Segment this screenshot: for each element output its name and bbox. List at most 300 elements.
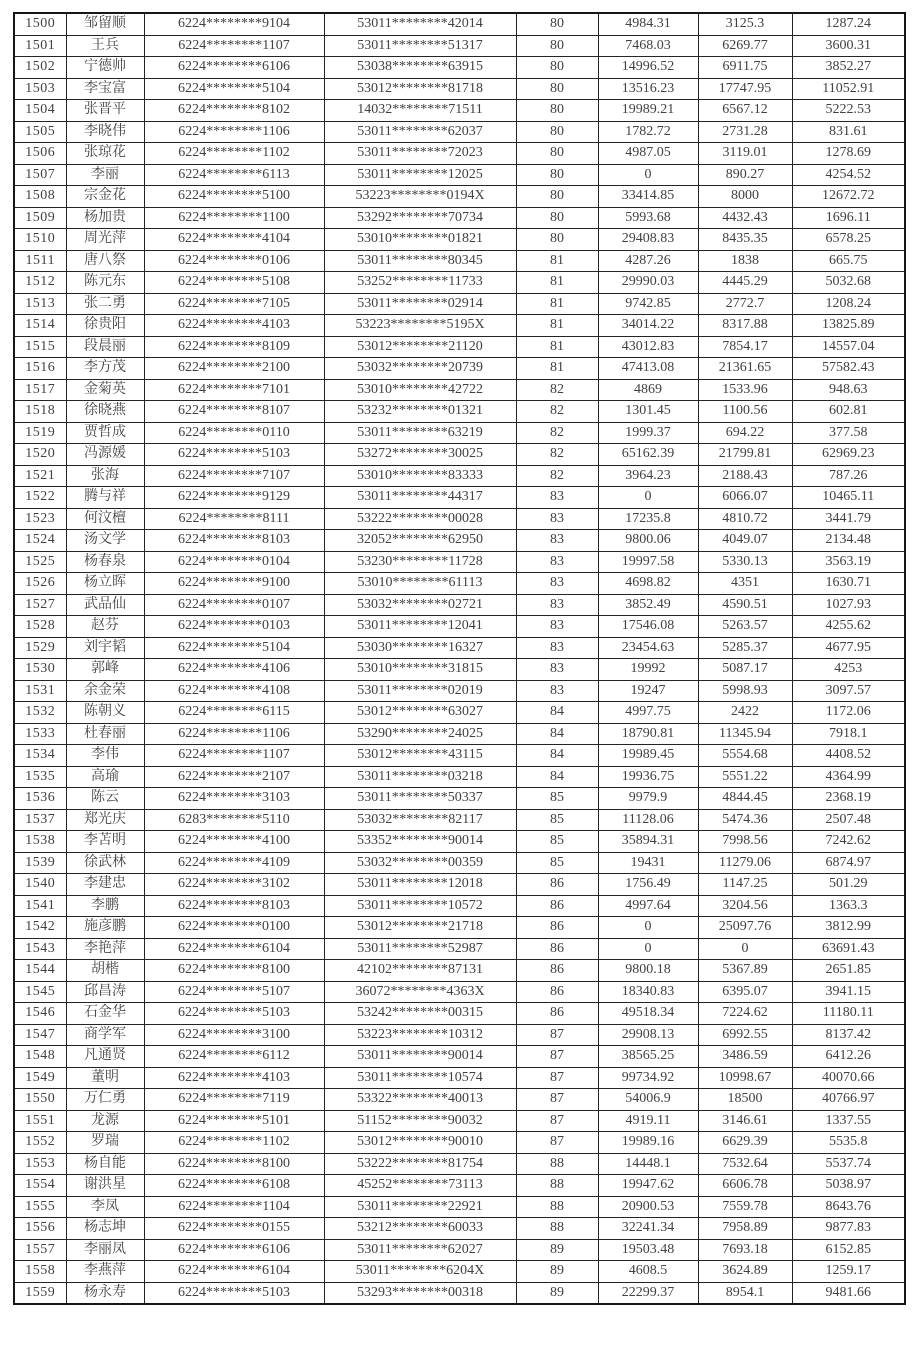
score: 80 [516, 57, 598, 79]
card-number: 6224********4109 [144, 852, 324, 874]
row-number: 1557 [14, 1239, 66, 1261]
table-row [14, 250, 905, 272]
score: 83 [516, 680, 598, 702]
score: 83 [516, 659, 598, 681]
amount-3: 3563.19 [792, 551, 905, 573]
id-number: 53232********01321 [324, 401, 516, 423]
amount-2: 7693.18 [698, 1239, 792, 1261]
id-number: 53012********21718 [324, 917, 516, 939]
amount-2: 7224.62 [698, 1003, 792, 1025]
score: 83 [516, 530, 598, 552]
card-number: 6224********7101 [144, 379, 324, 401]
amount-2: 5087.17 [698, 659, 792, 681]
score: 80 [516, 35, 598, 57]
amount-1: 29990.03 [598, 272, 698, 294]
row-number: 1522 [14, 487, 66, 509]
person-name: 徐晓燕 [66, 401, 144, 423]
card-number: 6224********6115 [144, 702, 324, 724]
person-name: 徐贵阳 [66, 315, 144, 337]
amount-3: 6152.85 [792, 1239, 905, 1261]
person-name: 杨加贵 [66, 207, 144, 229]
id-number: 53011********12041 [324, 616, 516, 638]
row-number: 1521 [14, 465, 66, 487]
amount-1: 11128.06 [598, 809, 698, 831]
id-number: 53012********81718 [324, 78, 516, 100]
amount-2: 7559.78 [698, 1196, 792, 1218]
amount-2: 0 [698, 938, 792, 960]
score: 84 [516, 723, 598, 745]
card-number: 6224********7105 [144, 293, 324, 315]
table-row [14, 594, 905, 616]
table-row [14, 143, 905, 165]
roster-table-body [14, 13, 905, 1304]
table-row [14, 831, 905, 853]
score: 84 [516, 702, 598, 724]
table-row [14, 1067, 905, 1089]
table-row [14, 874, 905, 896]
score: 83 [516, 487, 598, 509]
score: 88 [516, 1153, 598, 1175]
card-number: 6224********0104 [144, 551, 324, 573]
amount-3: 3941.15 [792, 981, 905, 1003]
person-name: 施彦鹏 [66, 917, 144, 939]
amount-1: 1756.49 [598, 874, 698, 896]
id-number: 53223********10312 [324, 1024, 516, 1046]
table-row [14, 917, 905, 939]
id-number: 53272********30025 [324, 444, 516, 466]
person-name: 腾与祥 [66, 487, 144, 509]
amount-2: 8954.1 [698, 1282, 792, 1304]
card-number: 6224********8103 [144, 530, 324, 552]
amount-2: 2731.28 [698, 121, 792, 143]
id-number: 14032********71511 [324, 100, 516, 122]
person-name: 李晓伟 [66, 121, 144, 143]
amount-1: 7468.03 [598, 35, 698, 57]
id-number: 53352********90014 [324, 831, 516, 853]
row-number: 1545 [14, 981, 66, 1003]
table-row [14, 379, 905, 401]
row-number: 1500 [14, 13, 66, 35]
person-name: 李丽 [66, 164, 144, 186]
id-number: 53038********63915 [324, 57, 516, 79]
amount-3: 57582.43 [792, 358, 905, 380]
amount-2: 1147.25 [698, 874, 792, 896]
table-row [14, 960, 905, 982]
amount-3: 2651.85 [792, 960, 905, 982]
amount-2: 3146.61 [698, 1110, 792, 1132]
id-number: 53222********00028 [324, 508, 516, 530]
table-row [14, 465, 905, 487]
amount-3: 5038.97 [792, 1175, 905, 1197]
amount-1: 0 [598, 938, 698, 960]
row-number: 1513 [14, 293, 66, 315]
card-number: 6224********8103 [144, 895, 324, 917]
amount-2: 6992.55 [698, 1024, 792, 1046]
person-name: 张晋平 [66, 100, 144, 122]
id-number: 53011********72023 [324, 143, 516, 165]
amount-2: 1100.56 [698, 401, 792, 423]
amount-3: 63691.43 [792, 938, 905, 960]
table-row [14, 1110, 905, 1132]
card-number: 6224********6113 [144, 164, 324, 186]
amount-1: 9800.06 [598, 530, 698, 552]
id-number: 53230********11728 [324, 551, 516, 573]
id-number: 53032********02721 [324, 594, 516, 616]
row-number: 1541 [14, 895, 66, 917]
card-number: 6224********5107 [144, 981, 324, 1003]
row-number: 1516 [14, 358, 66, 380]
score: 80 [516, 143, 598, 165]
person-name: 陈朝义 [66, 702, 144, 724]
amount-3: 1278.69 [792, 143, 905, 165]
amount-3: 4408.52 [792, 745, 905, 767]
row-number: 1540 [14, 874, 66, 896]
amount-1: 4984.31 [598, 13, 698, 35]
amount-1: 49518.34 [598, 1003, 698, 1025]
score: 89 [516, 1239, 598, 1261]
score: 82 [516, 401, 598, 423]
amount-1: 0 [598, 487, 698, 509]
person-name: 冯源媛 [66, 444, 144, 466]
table-row [14, 1003, 905, 1025]
amount-1: 4997.64 [598, 895, 698, 917]
row-number: 1552 [14, 1132, 66, 1154]
row-number: 1529 [14, 637, 66, 659]
amount-1: 19997.58 [598, 551, 698, 573]
amount-1: 34014.22 [598, 315, 698, 337]
table-row [14, 100, 905, 122]
amount-3: 2368.19 [792, 788, 905, 810]
id-number: 53032********20739 [324, 358, 516, 380]
amount-2: 11279.06 [698, 852, 792, 874]
row-number: 1546 [14, 1003, 66, 1025]
id-number: 53011********02914 [324, 293, 516, 315]
row-number: 1510 [14, 229, 66, 251]
score: 86 [516, 960, 598, 982]
amount-3: 6412.26 [792, 1046, 905, 1068]
person-name: 武品仙 [66, 594, 144, 616]
person-name: 李艳萍 [66, 938, 144, 960]
amount-1: 4287.26 [598, 250, 698, 272]
row-number: 1547 [14, 1024, 66, 1046]
card-number: 6224********8111 [144, 508, 324, 530]
table-row [14, 938, 905, 960]
card-number: 6224********3102 [144, 874, 324, 896]
person-name: 李燕萍 [66, 1261, 144, 1283]
amount-3: 1337.55 [792, 1110, 905, 1132]
score: 86 [516, 917, 598, 939]
row-number: 1531 [14, 680, 66, 702]
table-row [14, 293, 905, 315]
score: 85 [516, 831, 598, 853]
amount-2: 4351 [698, 573, 792, 595]
card-number: 6224********8102 [144, 100, 324, 122]
amount-1: 18340.83 [598, 981, 698, 1003]
card-number: 6224********6112 [144, 1046, 324, 1068]
amount-3: 1027.93 [792, 594, 905, 616]
id-number: 53011********63219 [324, 422, 516, 444]
amount-1: 19936.75 [598, 766, 698, 788]
card-number: 6224********2107 [144, 766, 324, 788]
card-number: 6224********5103 [144, 444, 324, 466]
row-number: 1520 [14, 444, 66, 466]
table-row [14, 1024, 905, 1046]
table-row [14, 401, 905, 423]
row-number: 1537 [14, 809, 66, 831]
row-number: 1550 [14, 1089, 66, 1111]
person-name: 李伟 [66, 745, 144, 767]
table-row [14, 659, 905, 681]
person-name: 徐武林 [66, 852, 144, 874]
amount-1: 35894.31 [598, 831, 698, 853]
amount-1: 9800.18 [598, 960, 698, 982]
card-number: 6224********2100 [144, 358, 324, 380]
score: 80 [516, 121, 598, 143]
row-number: 1536 [14, 788, 66, 810]
card-number: 6224********6106 [144, 1239, 324, 1261]
amount-3: 501.29 [792, 874, 905, 896]
card-number: 6224********0107 [144, 594, 324, 616]
amount-3: 1363.3 [792, 895, 905, 917]
amount-2: 7532.64 [698, 1153, 792, 1175]
amount-1: 17546.08 [598, 616, 698, 638]
amount-1: 1301.45 [598, 401, 698, 423]
table-row [14, 186, 905, 208]
person-name: 石金华 [66, 1003, 144, 1025]
id-number: 53011********22921 [324, 1196, 516, 1218]
person-name: 杨立晖 [66, 573, 144, 595]
id-number: 53011********51317 [324, 35, 516, 57]
row-number: 1542 [14, 917, 66, 939]
amount-2: 6606.78 [698, 1175, 792, 1197]
person-name: 郑光庆 [66, 809, 144, 831]
amount-1: 4608.5 [598, 1261, 698, 1283]
score: 82 [516, 422, 598, 444]
table-row [14, 809, 905, 831]
amount-3: 831.61 [792, 121, 905, 143]
amount-2: 4432.43 [698, 207, 792, 229]
table-row [14, 637, 905, 659]
card-number: 6224********4108 [144, 680, 324, 702]
amount-3: 7242.62 [792, 831, 905, 853]
amount-1: 4987.05 [598, 143, 698, 165]
card-number: 6224********4104 [144, 229, 324, 251]
card-number: 6224********4103 [144, 1067, 324, 1089]
table-row [14, 680, 905, 702]
amount-2: 890.27 [698, 164, 792, 186]
id-number: 53011********12025 [324, 164, 516, 186]
score: 80 [516, 186, 598, 208]
amount-3: 1630.71 [792, 573, 905, 595]
amount-3: 6578.25 [792, 229, 905, 251]
amount-3: 5222.53 [792, 100, 905, 122]
table-row [14, 164, 905, 186]
person-name: 刘宇韬 [66, 637, 144, 659]
score: 80 [516, 78, 598, 100]
row-number: 1535 [14, 766, 66, 788]
person-name: 陈元东 [66, 272, 144, 294]
card-number: 6224********1106 [144, 723, 324, 745]
id-number: 53012********21120 [324, 336, 516, 358]
amount-1: 17235.8 [598, 508, 698, 530]
row-number: 1524 [14, 530, 66, 552]
person-name: 董明 [66, 1067, 144, 1089]
card-number: 6224********4103 [144, 315, 324, 337]
amount-2: 2422 [698, 702, 792, 724]
table-row [14, 1046, 905, 1068]
amount-1: 19992 [598, 659, 698, 681]
amount-1: 4869 [598, 379, 698, 401]
amount-3: 3852.27 [792, 57, 905, 79]
amount-2: 5330.13 [698, 551, 792, 573]
card-number: 6224********3100 [144, 1024, 324, 1046]
id-number: 53011********10574 [324, 1067, 516, 1089]
amount-1: 4997.75 [598, 702, 698, 724]
amount-2: 6567.12 [698, 100, 792, 122]
id-number: 53012********90010 [324, 1132, 516, 1154]
person-name: 万仁勇 [66, 1089, 144, 1111]
card-number: 6224********0110 [144, 422, 324, 444]
amount-1: 14996.52 [598, 57, 698, 79]
amount-3: 8643.76 [792, 1196, 905, 1218]
row-number: 1505 [14, 121, 66, 143]
id-number: 53010********61113 [324, 573, 516, 595]
row-number: 1548 [14, 1046, 66, 1068]
score: 85 [516, 788, 598, 810]
table-row [14, 508, 905, 530]
score: 82 [516, 444, 598, 466]
amount-3: 4253 [792, 659, 905, 681]
id-number: 53011********10572 [324, 895, 516, 917]
amount-2: 5474.36 [698, 809, 792, 831]
table-row [14, 121, 905, 143]
person-name: 李宝富 [66, 78, 144, 100]
score: 83 [516, 594, 598, 616]
card-number: 6224********0106 [144, 250, 324, 272]
person-name: 王兵 [66, 35, 144, 57]
table-row [14, 422, 905, 444]
person-name: 李凤 [66, 1196, 144, 1218]
id-number: 53012********63027 [324, 702, 516, 724]
amount-3: 62969.23 [792, 444, 905, 466]
amount-1: 54006.9 [598, 1089, 698, 1111]
card-number: 6224********1102 [144, 143, 324, 165]
row-number: 1553 [14, 1153, 66, 1175]
score: 85 [516, 809, 598, 831]
amount-2: 5554.68 [698, 745, 792, 767]
amount-3: 13825.89 [792, 315, 905, 337]
card-number: 6224********5104 [144, 637, 324, 659]
amount-1: 19947.62 [598, 1175, 698, 1197]
row-number: 1501 [14, 35, 66, 57]
amount-2: 3624.89 [698, 1261, 792, 1283]
amount-1: 38565.25 [598, 1046, 698, 1068]
row-number: 1514 [14, 315, 66, 337]
amount-3: 7918.1 [792, 723, 905, 745]
card-number: 6283********5110 [144, 809, 324, 831]
table-row [14, 551, 905, 573]
amount-1: 0 [598, 917, 698, 939]
id-number: 53011********52987 [324, 938, 516, 960]
person-name: 段晨丽 [66, 336, 144, 358]
amount-1: 20900.53 [598, 1196, 698, 1218]
person-name: 张二勇 [66, 293, 144, 315]
amount-1: 22299.37 [598, 1282, 698, 1304]
row-number: 1527 [14, 594, 66, 616]
table-row [14, 745, 905, 767]
amount-1: 5993.68 [598, 207, 698, 229]
table-row [14, 336, 905, 358]
amount-3: 11052.91 [792, 78, 905, 100]
score: 87 [516, 1067, 598, 1089]
amount-1: 65162.39 [598, 444, 698, 466]
table-row [14, 272, 905, 294]
id-number: 53223********0194X [324, 186, 516, 208]
card-number: 6224********1102 [144, 1132, 324, 1154]
card-number: 6224********0155 [144, 1218, 324, 1240]
amount-3: 4677.95 [792, 637, 905, 659]
id-number: 53011********50337 [324, 788, 516, 810]
id-number: 53011********62037 [324, 121, 516, 143]
amount-3: 12672.72 [792, 186, 905, 208]
row-number: 1509 [14, 207, 66, 229]
amount-1: 1782.72 [598, 121, 698, 143]
score: 82 [516, 465, 598, 487]
table-row [14, 35, 905, 57]
id-number: 53242********00315 [324, 1003, 516, 1025]
person-name: 罗瑞 [66, 1132, 144, 1154]
table-row [14, 852, 905, 874]
amount-3: 1172.06 [792, 702, 905, 724]
amount-2: 11345.94 [698, 723, 792, 745]
amount-1: 23454.63 [598, 637, 698, 659]
person-name: 汤文学 [66, 530, 144, 552]
table-row [14, 487, 905, 509]
amount-1: 9979.9 [598, 788, 698, 810]
table-row [14, 57, 905, 79]
id-number: 53011********44317 [324, 487, 516, 509]
table-row [14, 78, 905, 100]
score: 87 [516, 1046, 598, 1068]
id-number: 53322********40013 [324, 1089, 516, 1111]
card-number: 6224********5100 [144, 186, 324, 208]
amount-1: 99734.92 [598, 1067, 698, 1089]
amount-2: 3486.59 [698, 1046, 792, 1068]
card-number: 6224********1107 [144, 745, 324, 767]
amount-2: 5285.37 [698, 637, 792, 659]
id-number: 53011********03218 [324, 766, 516, 788]
id-number: 53011********90014 [324, 1046, 516, 1068]
amount-3: 4254.52 [792, 164, 905, 186]
amount-3: 377.58 [792, 422, 905, 444]
person-name: 李方茂 [66, 358, 144, 380]
person-name: 胡楷 [66, 960, 144, 982]
card-number: 6224********8107 [144, 401, 324, 423]
id-number: 53010********01821 [324, 229, 516, 251]
amount-1: 1999.37 [598, 422, 698, 444]
amount-3: 40070.66 [792, 1067, 905, 1089]
person-name: 张海 [66, 465, 144, 487]
person-name: 李鹏 [66, 895, 144, 917]
score: 81 [516, 250, 598, 272]
score: 81 [516, 336, 598, 358]
id-number: 53032********00359 [324, 852, 516, 874]
row-number: 1558 [14, 1261, 66, 1283]
id-number: 45252********73113 [324, 1175, 516, 1197]
card-number: 6224********5108 [144, 272, 324, 294]
score: 83 [516, 637, 598, 659]
person-name: 宗金花 [66, 186, 144, 208]
